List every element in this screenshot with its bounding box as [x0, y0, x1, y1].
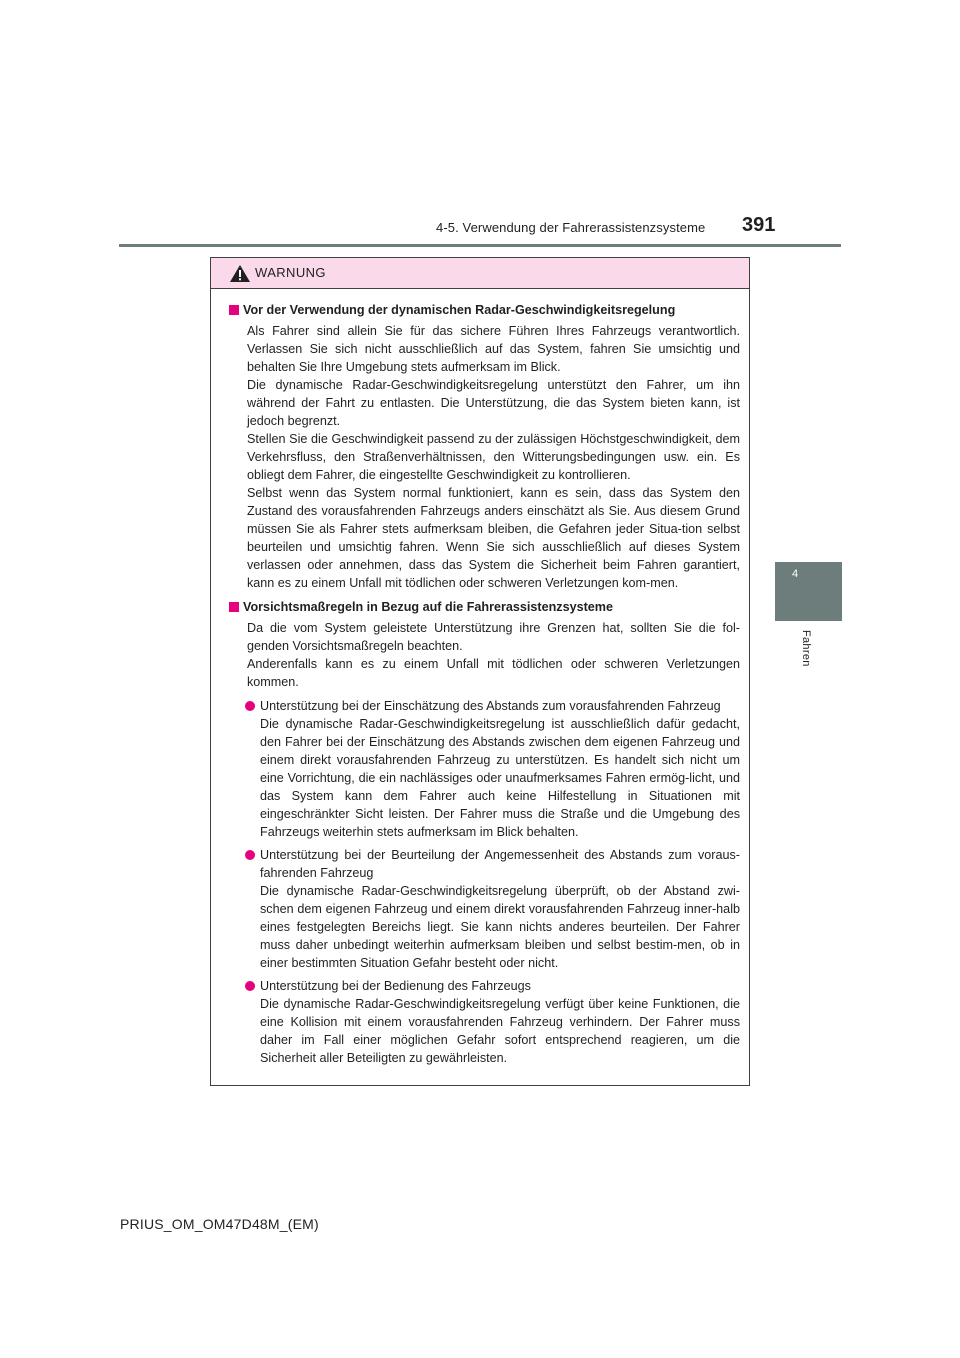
warning-section — [229, 598, 740, 1067]
warning-title: WARNUNG — [255, 265, 326, 280]
bullet-item — [229, 846, 740, 972]
header-rule — [119, 244, 841, 247]
paragraph: Die dynamische Radar-Geschwindigkeitsregelung unterstützt den Fahrer, um ihn während der Fahrt zu entlasten. Die Unterstützung, die das System bieten kann, ist jedoch begrenzt. — [247, 378, 740, 428]
warning-header — [211, 258, 749, 289]
round-bullet-icon — [245, 850, 255, 860]
document-id: PRIUS_OM_OM47D48M_(EM) — [120, 1216, 319, 1232]
section-header: 4-5. Verwendung der Fahrerassistenzsysteme — [436, 220, 706, 235]
square-bullet-icon — [229, 305, 239, 315]
bullet-text: Die dynamische Radar-Geschwindigkeitsregelung überprüft, ob der Abstand zwi-schen dem eigenen Fahrzeug und einem direkt vorausfahrenden Fahrzeug inner-halb eines festgelegten Bereichs liegt. Sie kann nichts anderes beurteilen. Der Fahrer muss daher unbedingt weiterhin aufmerksam bleiben und selbst bestim-men, ob in einer bestimmten Situation Gefahr besteht oder nicht. — [260, 884, 740, 970]
warning-triangle-icon — [229, 264, 251, 283]
warning-content — [211, 289, 749, 1067]
chapter-number: 4 — [792, 568, 799, 580]
bullet-text: Die dynamische Radar-Geschwindigkeitsregelung verfügt über keine Funktionen, die eine Kollision mit einem vorausfahrenden Fahrzeug verhindern. Der Fahrer muss daher im Fall einer möglichen Gefahr sofort entsprechend reagieren, um die Sicherheit aller Beteiligten zu gewährleisten. — [260, 997, 740, 1065]
paragraph: Anderenfalls kann es zu einem Unfall mit tödlichen oder schweren Verletzungen kommen. — [247, 657, 740, 689]
square-bullet-icon — [229, 602, 239, 612]
chapter-tab — [775, 562, 842, 621]
bullet-heading: Unterstützung bei der Einschätzung des Abstands zum vorausfahrenden Fahrzeug — [260, 699, 721, 713]
section-title: Vor der Verwendung der dynamischen Radar-Geschwindigkeitsregelung — [229, 301, 740, 319]
warning-box — [210, 257, 750, 1086]
round-bullet-icon — [245, 701, 255, 711]
paragraph: Da die vom System geleistete Unterstützung ihre Grenzen hat, sollten Sie die fol-genden Vorsichtsmaßregeln beachten. — [247, 621, 740, 653]
bullet-item — [229, 697, 740, 841]
paragraph: Als Fahrer sind allein Sie für das sichere Führen Ihres Fahrzeugs verantwortlich. Verlassen Sie sich nicht ausschließlich auf das System, fahren Sie umsichtig und behalten Sie Ihre Umgebung stets aufmerksam im Blick. — [247, 324, 740, 374]
paragraph: Selbst wenn das System normal funktioniert, kann es sein, dass das System den Zustand des vorausfahrenden Fahrzeugs anders einschätzt als Sie. Aus diesem Grund müssen Sie als Fahrer stets aufmerksam bleiben, die Gefahren jeder Situa-tion selbst beurteilen und umsichtig fahren. Wenn Sie sich ausschließlich auf dieses System verlassen oder annehmen, dass das System die Sicherheit beim Fahren garantiert, kann es zu einem Unfall mit tödlichen oder schweren Verletzungen kom-men. — [247, 486, 740, 590]
bullet-heading: Unterstützung bei der Bedienung des Fahrzeugs — [260, 979, 531, 993]
bullet-item — [229, 977, 740, 1067]
round-bullet-icon — [245, 981, 255, 991]
warning-section — [229, 301, 740, 592]
paragraph: Stellen Sie die Geschwindigkeit passend zu der zulässigen Höchstgeschwindigkeit, dem Verkehrsfluss, den Straßenverhältnissen, den Witterungsbedingungen usw. ein. Es obliegt dem Fahrer, die eingestellte Geschwindigkeit zu kontrollieren. — [247, 432, 740, 482]
chapter-label: Fahren — [800, 630, 812, 667]
bullet-text: Die dynamische Radar-Geschwindigkeitsregelung ist ausschließlich dafür gedacht, den Fahrer bei der Einschätzung des Abstands zwischen dem eigenen Fahrzeug und einem direkt vorausfahrenden Fahrzeug zu unterstützen. Es handelt sich nicht um eine Vorrichtung, die ein nachlässiges oder unaufmerksames Fahren ermög-licht, und das System kann dem Fahrer auch keine Hilfestellung in Situationen mit eingeschränkter Sicht leisten. Der Fahrer muss die Straße und die Umgebung des Fahrzeugs weiterhin stets aufmerksam im Blick behalten. — [260, 717, 740, 839]
section-title: Vorsichtsmaßregeln in Bezug auf die Fahrerassistenzsysteme — [229, 598, 740, 616]
bullet-heading: Unterstützung bei der Beurteilung der Angemessenheit des Abstands zum voraus-fahrenden Fahrzeug — [260, 848, 740, 880]
page-number: 391 — [742, 214, 776, 236]
